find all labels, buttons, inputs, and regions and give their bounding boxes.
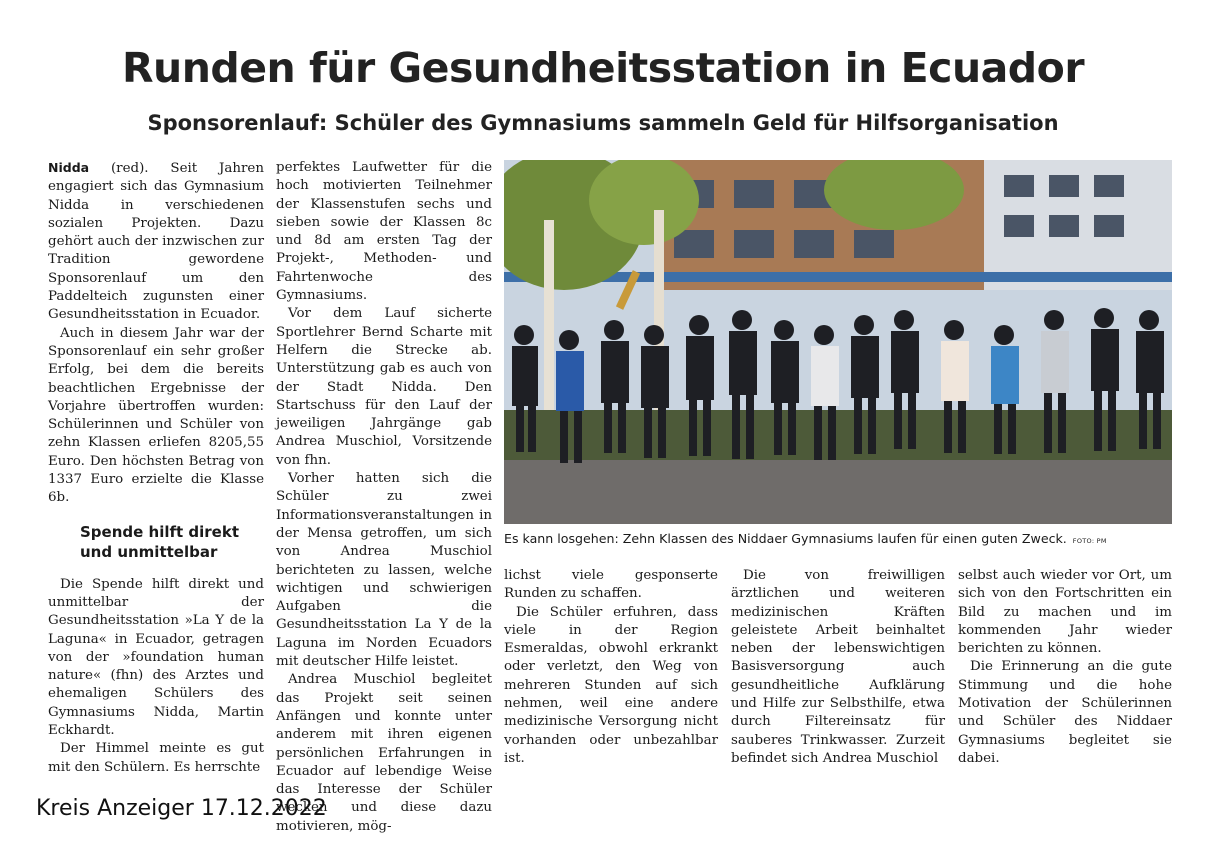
photo-caption [504,531,1172,546]
photo-caption-text: Es kann losgehen: Zehn Klassen des Niddaer Gymnasiums laufen für einen guten Zweck. [504,531,1067,546]
paragraph-intro-text: (red). Seit Jahren engagiert sich das Gymnasium Nidda in verschiedenen sozialen Projekten. Dazu gehört auch der inzwischen zur Tradition gewordene Sponsorenlauf um den Paddelteich zugunsten einer Gesundheitsstation in Ecuador. [48,161,264,323]
paragraph: Die Erinnerung an die gute Stimmung und die hohe Motivation der Schülerinnen und Schüler des Niddaer Gymnasiums begleitet sie dabei. [958,659,1172,766]
article-column-1 [48,159,264,777]
paragraph: lichst viele gesponserte Runden zu schaffen. [504,568,718,602]
article-column-3 [504,567,718,768]
photo-credit: FOTO: PM [1072,537,1107,545]
paragraph: Die von freiwilligen ärztlichen und weiteren medizinischen Kräften geleistete Arbeit beinhaltet neben der lebenswichtigen Basisversorgung auch gesundheitliche Aufklärung und Hilfe zur Selbsthilfe, etwa durch Filtereinsatz für sauberes Trinkwasser. Zurzeit befindet sich Andrea Muschiol [731,568,945,766]
paragraph: selbst auch wieder vor Ort, um sich von den Fortschritten ein Bild zu machen und im kommenden Jahr wieder berichten zu können. [958,568,1172,657]
paragraph: Vor dem Lauf sicherte Sportlehrer Bernd Scharte mit Helfern die Strecke ab. Unterstützung gab es auch von der Stadt Nidda. Den Startschuss für den Lauf der jeweiligen Jahrgänge gab Andrea Muschiol, Vorsitzende von fhn. [276,306,492,468]
article-column-5 [958,567,1172,768]
paragraph-intro [48,159,264,325]
paragraph: perfektes Laufwetter für die hoch motivierten Teilnehmer der Klassenstufen sechs und sieben sowie der Klassen 8c und 8d am ersten Tag der Projekt-, Methoden- und Fahrtenwoche des Gymnasiums. [276,160,492,304]
headline: Runden für Gesundheitsstation in Ecuador [121,44,1085,92]
article-photo [504,160,1172,524]
paragraph: Die Schüler erfuhren, dass viele in der Region Esmeraldas, obwohl erkrankt oder verletzt, den Weg von mehreren Stunden auf sich nehmen, weil eine andere medizinische Versorgung nicht vorhanden oder unbezahlbar ist. [504,604,718,766]
paragraph: Die Spende hilft direkt und unmittelbar der Gesundheitsstation »La Y de la Laguna« in Ecuador, getragen von der »foundation human nature« (fhn) des Arztes und ehemaligen Schülers des Gymnasiums Nidda, Martin Eckhardt. [48,576,264,739]
paragraph: Vorher hatten sich die Schüler zu zwei Informationsveranstaltungen in der Mensa getroffen, um sich von Andrea Muschiol berichteten zu lassen, welche wichtigen und schwierigen Aufgaben die Gesundheitsstation La Y de la Laguna im Norden Ecuadors mit deutscher Hilfe leistet. [276,471,492,670]
section-subheading: Spende hilft direkt und unmittelbar [80,522,240,561]
paragraph: Andrea Muschiol begleitet das Projekt seit seinen Anfängen und konnte unter anderem mit ihren eigenen persönlichen Erfahrungen in Ecuador auf lebendige Weise das Interesse der Schüler wecken und diese dazu motivieren, mög- [276,672,492,834]
paragraph: Auch in diesem Jahr war der Sponsorenlauf ein sehr großer Erfolg, bei dem die bereits beachtlichen Ergebnisse der Vorjahre übertroffen wurden: Schülerinnen und Schüler von zehn Klassen erliefen 8205,55 Euro. Den höchsten Betrag von 1337 Euro erzielte die Klasse 6b. [48,325,264,506]
paragraph: Der Himmel meinte es gut mit den Schülern. Es herrschte [48,741,264,775]
source-label: Kreis Anzeiger 17.12.2022 [36,796,327,821]
dateline: Nidda [48,160,90,175]
article-column-4 [731,567,945,768]
article-column-2 [276,159,492,836]
photo-runners-illustration [504,160,1172,524]
subheadline: Sponsorenlauf: Schüler des Gymnasiums sammeln Geld für Hilfsorganisation [147,111,1059,135]
